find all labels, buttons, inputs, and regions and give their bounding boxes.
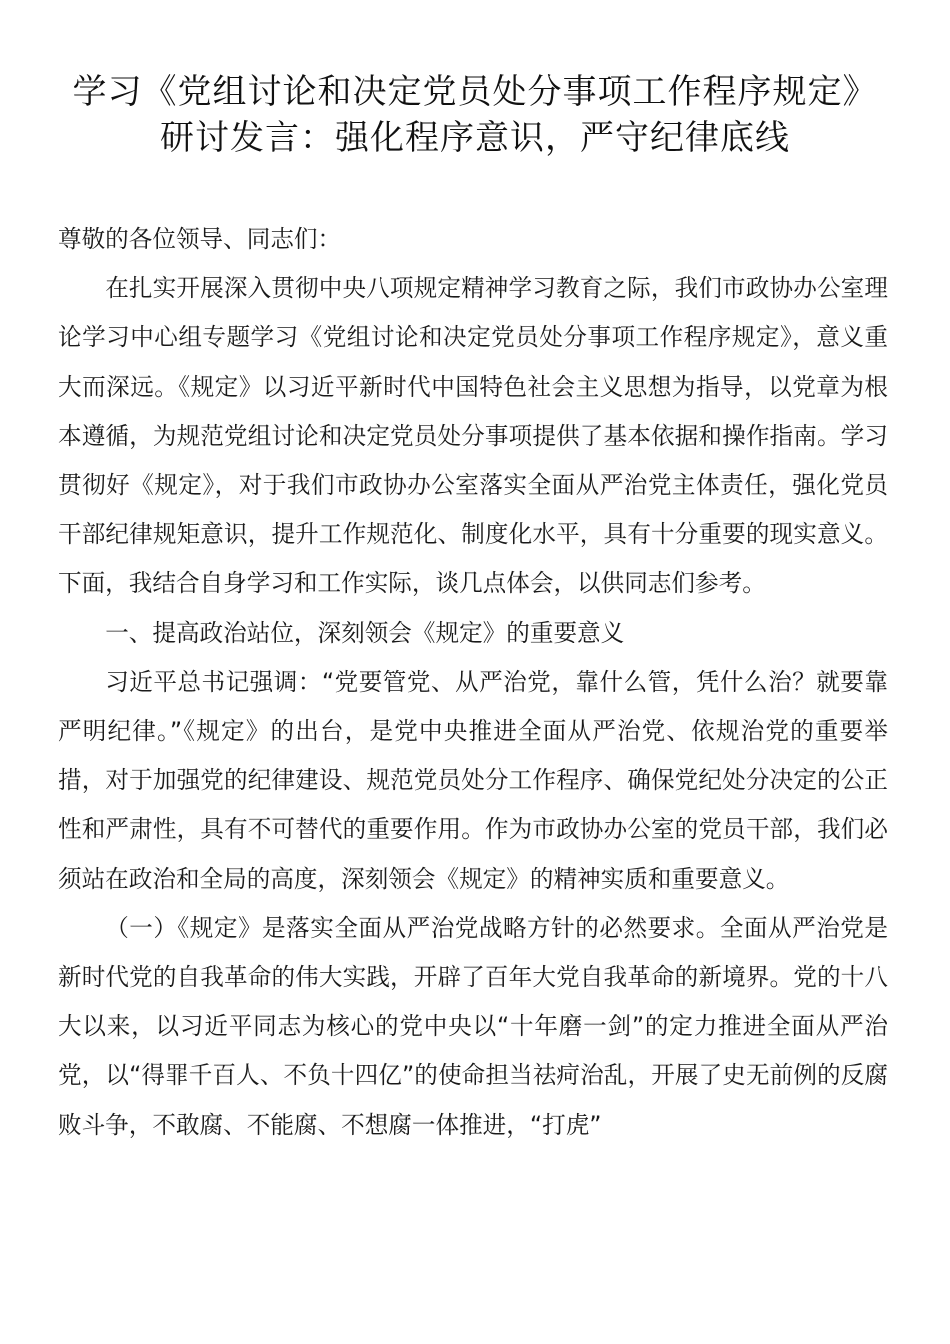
paragraph-intro: 在扎实开展深入贯彻中央八项规定精神学习教育之际，我们市政协办公室理论学习中心组专题学习《党组讨论和决定党员处分事项工作程序规定》，意义重大而深远。《规定》以习近平新时代中国特色社会主义思想为指导，以党章为根本遵循，为规范党组讨论和决定党员处分事项提供了基本依据和操作指南。学习贯彻好《规定》，对于我们市政协办公室落实全面从严治党主体责任，强化党员干部纪律规矩意识，提升工作规范化、制度化水平，具有十分重要的现实意义。下面，我结合自身学习和工作实际，谈几点体会，以供同志们参考。: [58, 274, 888, 598]
paragraph-subsection-1: （一）《规定》是落实全面从严治党战略方针的必然要求。全面从严治党是新时代党的自我革命的伟大实践，开辟了百年大党自我革命的新境界。党的十八大以来，以习近平同志为核心的党中央以“十年磨一剑”的定力推进全面从严治党，以“得罪千百人、不负十四亿”的使命担当祛疴治乱，开展了史无前例的反腐败斗争，不敢腐、不能腐、不想腐一体推进，“打虎”: [58, 913, 888, 1139]
section-heading-1: 一、提高政治站位，深刻领会《规定》的重要意义: [105, 618, 625, 647]
paragraph-quote: 习近平总书记强调：“党要管党、从严治党，靠什么管，凭什么治？就要靠严明纪律。”《规定》的出台，是党中央推进全面从严治党、依规治党的重要举措，对于加强党的纪律建设、规范党员处分工作程序、确保党纪处分决定的公正性和严肃性，具有不可替代的重要作用。作为市政协办公室的党员干部，我们必须站在政治和全局的高度，深刻领会《规定》的精神实质和重要意义。: [58, 667, 888, 893]
document-title-line-2: 研讨发言：强化程序意识，严守纪律底线: [160, 118, 790, 158]
salutation: 尊敬的各位领导、同志们：: [58, 225, 342, 253]
document-title-line-1: 学习《党组讨论和决定党员处分事项工作程序规定》: [72, 72, 878, 112]
document-body: [58, 215, 888, 1150]
